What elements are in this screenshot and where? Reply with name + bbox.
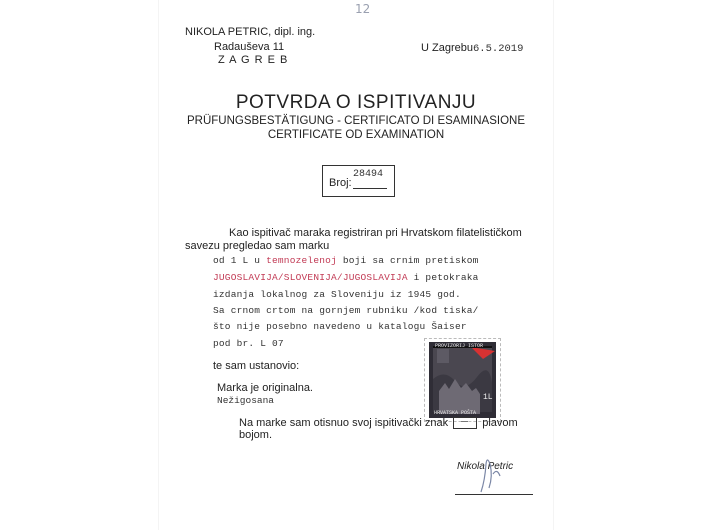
typed-line-6: pod br. L 07 [213,338,284,349]
typed-line-1 [213,255,479,266]
subtitle-de-it: PRÜFUNGSBESTÄTIGUNG - CERTIFICATO DI ESAMINASIONE [186,115,525,127]
sender-name: NIKOLA PETRIC, dipl. ing. [185,26,316,38]
stamp-value: 1L [483,393,493,402]
certificate-page [159,0,553,530]
intro-line-2: savezu pregledao sam marku [185,240,330,252]
typed-text: boji sa crnim pretiskom [336,255,479,266]
stamp-image [424,338,501,422]
stamp-top-text: PROVIZORIJ ISTOR [435,343,484,349]
broj-label: Broj: [329,177,352,189]
typed-line-4: Sa crnom crtom na gornjem rubniku /kod tiska/ [213,305,479,316]
signature-note [239,417,553,441]
expertiser-mark [461,421,468,422]
broj-underline [353,188,387,189]
expertiser-mark-box [453,417,477,429]
established-text: te sam ustanovio: [213,360,300,372]
intro-line-1: Kao ispitivač maraka registriran pri Hrvatskom filatelističkom [229,227,522,239]
typed-line-2 [213,272,479,283]
sender-street: Radauševa 11 [214,41,285,53]
page-title: POTVRDA O ISPITIVANJU [235,92,477,113]
typed-line-5: što nije posebno navedeno u katalogu Šaiser [213,321,467,332]
pencil-mark: 12 [355,2,371,16]
note-before: Na marke sam otisnuo svoj ispitivački znak [239,417,449,429]
stamp-drawing [425,339,500,421]
handwritten-signature [459,450,519,498]
typed-colour: temnozelenoj [266,255,337,266]
typed-overprint: JUGOSLAVIJA/SLOVENIJA/JUGOSLAVIJA [213,272,408,283]
broj-box [322,165,395,197]
subtitle-en: CERTIFICATE OD EXAMINATION [267,129,445,141]
original-text: Marka je originalna. [217,382,313,394]
typed-text: i petokraka [407,272,479,283]
unhinged-text: Nežigosana [217,395,275,406]
signer-name: Nikola Petric [457,461,514,472]
broj-number: 28494 [353,169,384,180]
note-after: plavom bojom. [239,417,518,442]
date-value: 6.5.2019 [472,43,524,55]
typed-text: od 1 L u [213,255,267,266]
date-prefix: U Zagrebu [421,42,473,54]
sender-city: Z A G R E B [218,54,289,66]
stamp-bottom-text: HRVATSKA POŠTA [434,410,477,416]
typed-line-3: izdanja lokalnog za Sloveniju iz 1945 god. [213,289,461,300]
date-line [421,42,523,55]
signature-line [455,494,533,495]
